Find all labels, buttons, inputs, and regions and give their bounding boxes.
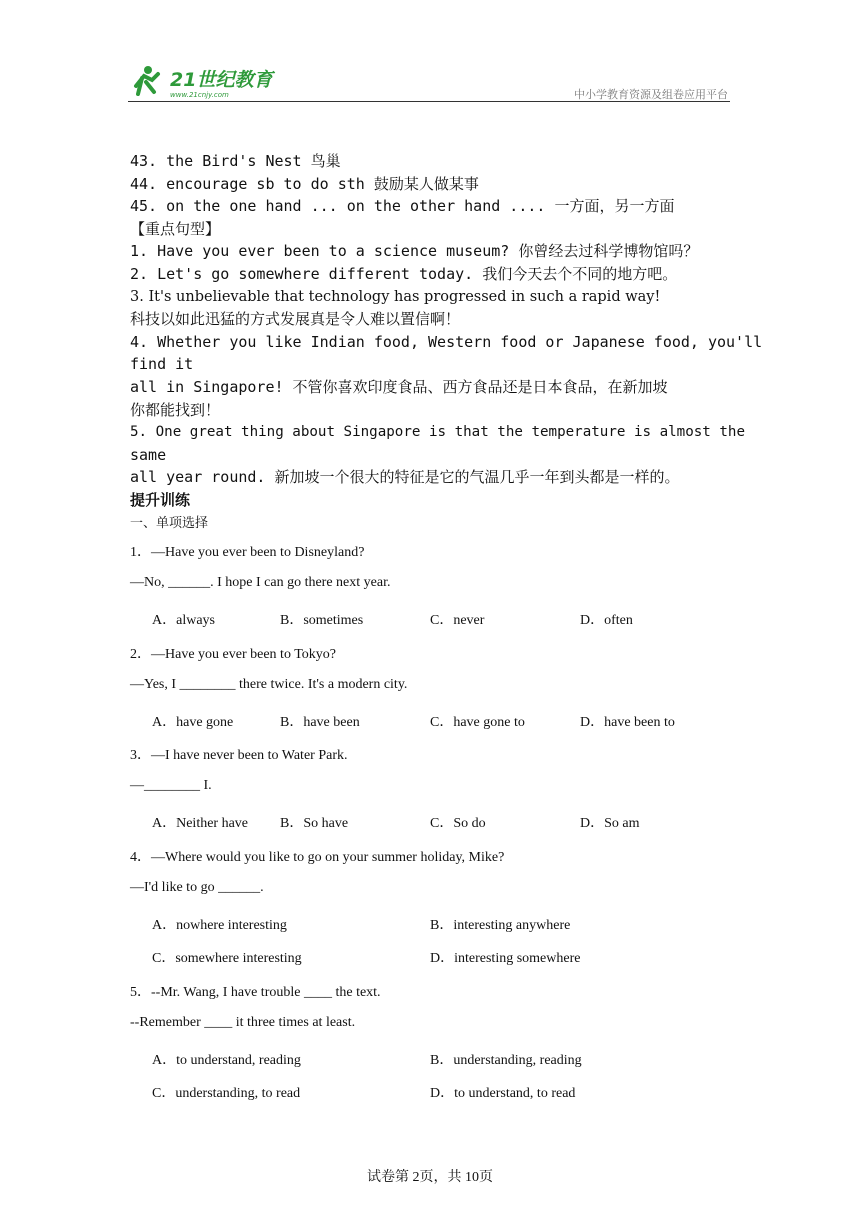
sentence-line: find it [130,355,194,374]
question-stem: 5．--Mr. Wang, I have trouble ____ the text. [130,985,381,1000]
sentence-line: 4. Whether you like Indian food, Western food or Japanese food, you'll [130,332,763,351]
option-a[interactable]: A．to understand, reading [152,1053,301,1068]
option-b[interactable]: B．understanding, reading [430,1053,582,1068]
question-stem: 3．—I have never been to Water Park. [130,748,348,763]
sentence-line: 你都能找到！ [130,400,221,419]
option-c[interactable]: C．have gone to [430,715,525,730]
logo [128,64,278,100]
option-c[interactable]: C．understanding, to read [152,1086,301,1101]
option-c[interactable]: C．somewhere interesting [152,951,302,966]
option-c[interactable]: C．So do [430,816,486,831]
logo-url: www.21cnjy.com [170,91,229,99]
option-d[interactable]: D．have been to [580,715,675,730]
page-header [128,62,730,104]
vocab-item: 43. the Bird's Nest 鸟巢 [130,152,341,170]
vocab-item: 44. encourage sb to do sth 鼓励某人做某事 [130,174,479,193]
page-footer: 试卷第 2页，共 10页 [367,1170,493,1185]
option-d[interactable]: D．So am [580,816,640,831]
platform-name: 中小学教育资源及组卷应用平台 [574,88,728,101]
sentence-line: 5. One great thing about Singapore is that the temperature is almost the [130,424,745,441]
question-reply: —I'd like to go ______. [130,880,264,895]
vocab-list [130,150,763,512]
option-d[interactable]: D．to understand, to read [430,1086,576,1101]
option-a[interactable]: A．Neither have [152,816,249,831]
sentence-line: all year round. 新加坡一个很大的特征是它的气温几乎一年到头都是一样的。 [130,468,680,487]
option-b[interactable]: B．So have [280,816,349,831]
question-reply: —Yes, I ________ there twice. It's a modern city. [130,677,408,692]
question-reply: --Remember ____ it three times at least. [130,1015,356,1030]
sentence-line: 3. It's unbelievable that technology has progressed in such a rapid way! [130,288,661,305]
vocab-item: 45. on the one hand ... on the other hand .... 一方面，另一方面 [130,197,675,216]
question-reply: —________ I. [130,778,212,793]
sentence-line: 1. Have you ever been to a science museum? 你曾经去过科学博物馆吗？ [130,242,699,261]
practice-title: 提升训练 [130,490,191,509]
option-b[interactable]: B．have been [280,715,360,730]
option-a[interactable]: A．have gone [152,715,234,730]
question-stem: 4．—Where would you like to go on your summer holiday, Mike? [130,850,505,865]
option-d[interactable]: D．interesting somewhere [430,951,581,966]
header-divider [128,101,730,102]
option-d[interactable]: D．often [580,613,633,628]
logo-text: 21世纪教育 [170,69,273,91]
question-stem: 2．—Have you ever been to Tokyo? [130,647,336,662]
option-a[interactable]: A．always [152,613,215,628]
question-reply: —No, ______. I hope I can go there next year. [130,575,391,590]
sentence-line: same [130,445,167,464]
option-c[interactable]: C．never [430,613,485,628]
option-a[interactable]: A．nowhere interesting [152,918,287,933]
sentence-line: 2. Let's go somewhere different today. 我们今天去个不同的地方吧。 [130,264,678,283]
section-title: 一、单项选择 [130,516,209,531]
key-sentences-title: 【重点句型】 [130,219,221,238]
question-stem: 1．—Have you ever been to Disneyland? [130,545,365,560]
option-b[interactable]: B．sometimes [280,613,364,628]
option-b[interactable]: B．interesting anywhere [430,918,571,933]
sentence-line: 科技以如此迅猛的方式发展真是令人难以置信啊！ [130,310,461,329]
sentence-line: all in Singapore! 不管你喜欢印度食品、西方食品还是日本食品，在新加坡 [130,377,668,396]
